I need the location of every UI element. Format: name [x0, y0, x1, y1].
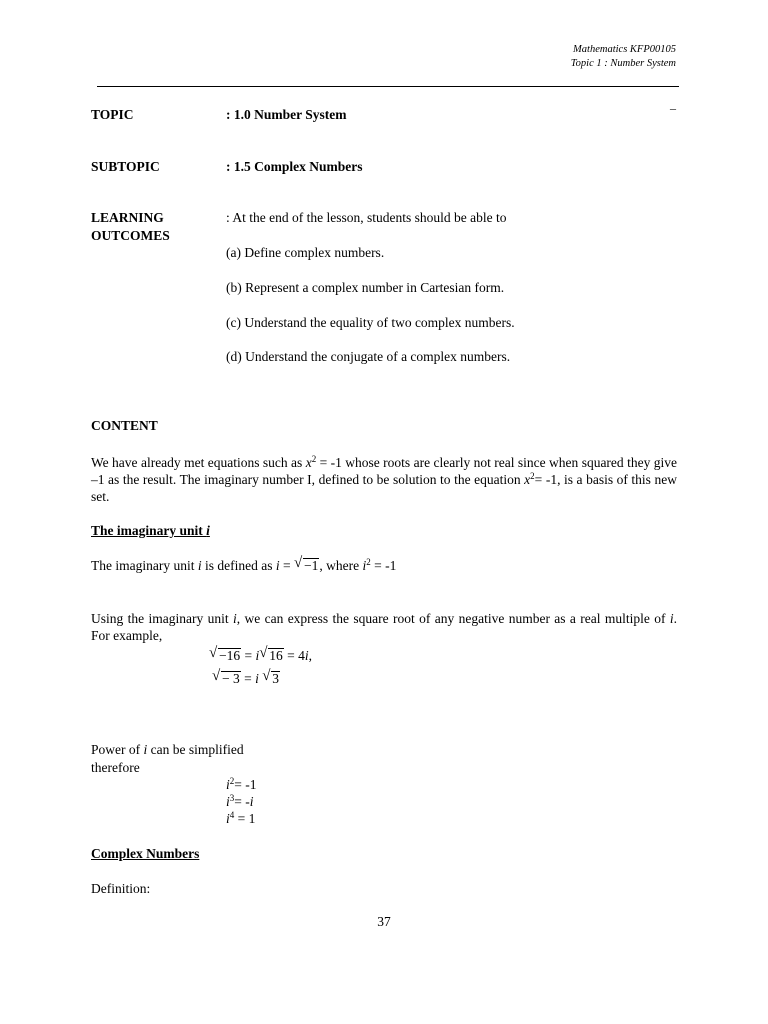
topic-header: Topic 1 : Number System	[570, 58, 676, 69]
imaginary-definition: The imaginary unit i is defined as i = √ −1, where $i^2 = -1$	[91, 555, 397, 573]
i-cubed: $i^3= -i$	[226, 793, 254, 809]
square-root-paragraph: Using the imaginary unit i, we can express the square root of any negative number as a real multiple of i. For example,	[91, 611, 677, 643]
intro-paragraph: We have already met equations such as $x^2 = -1$ whose roots are clearly not real since when squared they give –1 as the result. The imaginary number I, defined to be solution to the equation $x^2= -1$, is a basis of this new set.	[91, 454, 677, 504]
outcomes-label-line1: LEARNING	[91, 210, 164, 225]
outcomes-label-line2: OUTCOMES	[91, 228, 170, 243]
topic-value: : 1.0 Number System	[226, 107, 347, 122]
imaginary-unit-heading: The imaginary unit i	[91, 523, 210, 538]
example-sqrt-3: √ − 3 = i √ 3	[212, 668, 280, 686]
example-sqrt-16: √ −16 = i √ 16 = 4i,	[209, 645, 313, 663]
outcome-item: (d) Understand the conjugate of a complex numbers.	[226, 349, 511, 364]
outcomes-intro: : At the end of the lesson, students should be able to	[226, 210, 507, 225]
outcome-item: (b) Represent a complex number in Cartesian form.	[226, 280, 505, 295]
power-of-i-text: Power of i can be simplified	[91, 742, 244, 757]
outcome-item: (c) Understand the equality of two complex numbers.	[226, 315, 515, 330]
complex-numbers-heading: Complex Numbers	[91, 846, 200, 861]
page-number: 37	[377, 914, 391, 929]
radical: √ −1	[294, 555, 319, 573]
therefore-text: therefore	[91, 760, 140, 775]
header-dash: _	[670, 97, 676, 111]
subtopic-value: : 1.5 Complex Numbers	[226, 159, 363, 174]
outcome-item: (a) Define complex numbers.	[226, 245, 385, 260]
definition-label: Definition:	[91, 881, 151, 896]
i-fourth: $i^4 = 1$	[226, 810, 256, 826]
header-rule	[97, 86, 679, 87]
i-squared: $i^2= -1$	[226, 776, 257, 792]
subtopic-label: SUBTOPIC	[91, 159, 160, 174]
topic-label: TOPIC	[91, 107, 134, 122]
content-heading: CONTENT	[91, 418, 158, 433]
course-header: Mathematics KFP00105	[573, 44, 676, 55]
